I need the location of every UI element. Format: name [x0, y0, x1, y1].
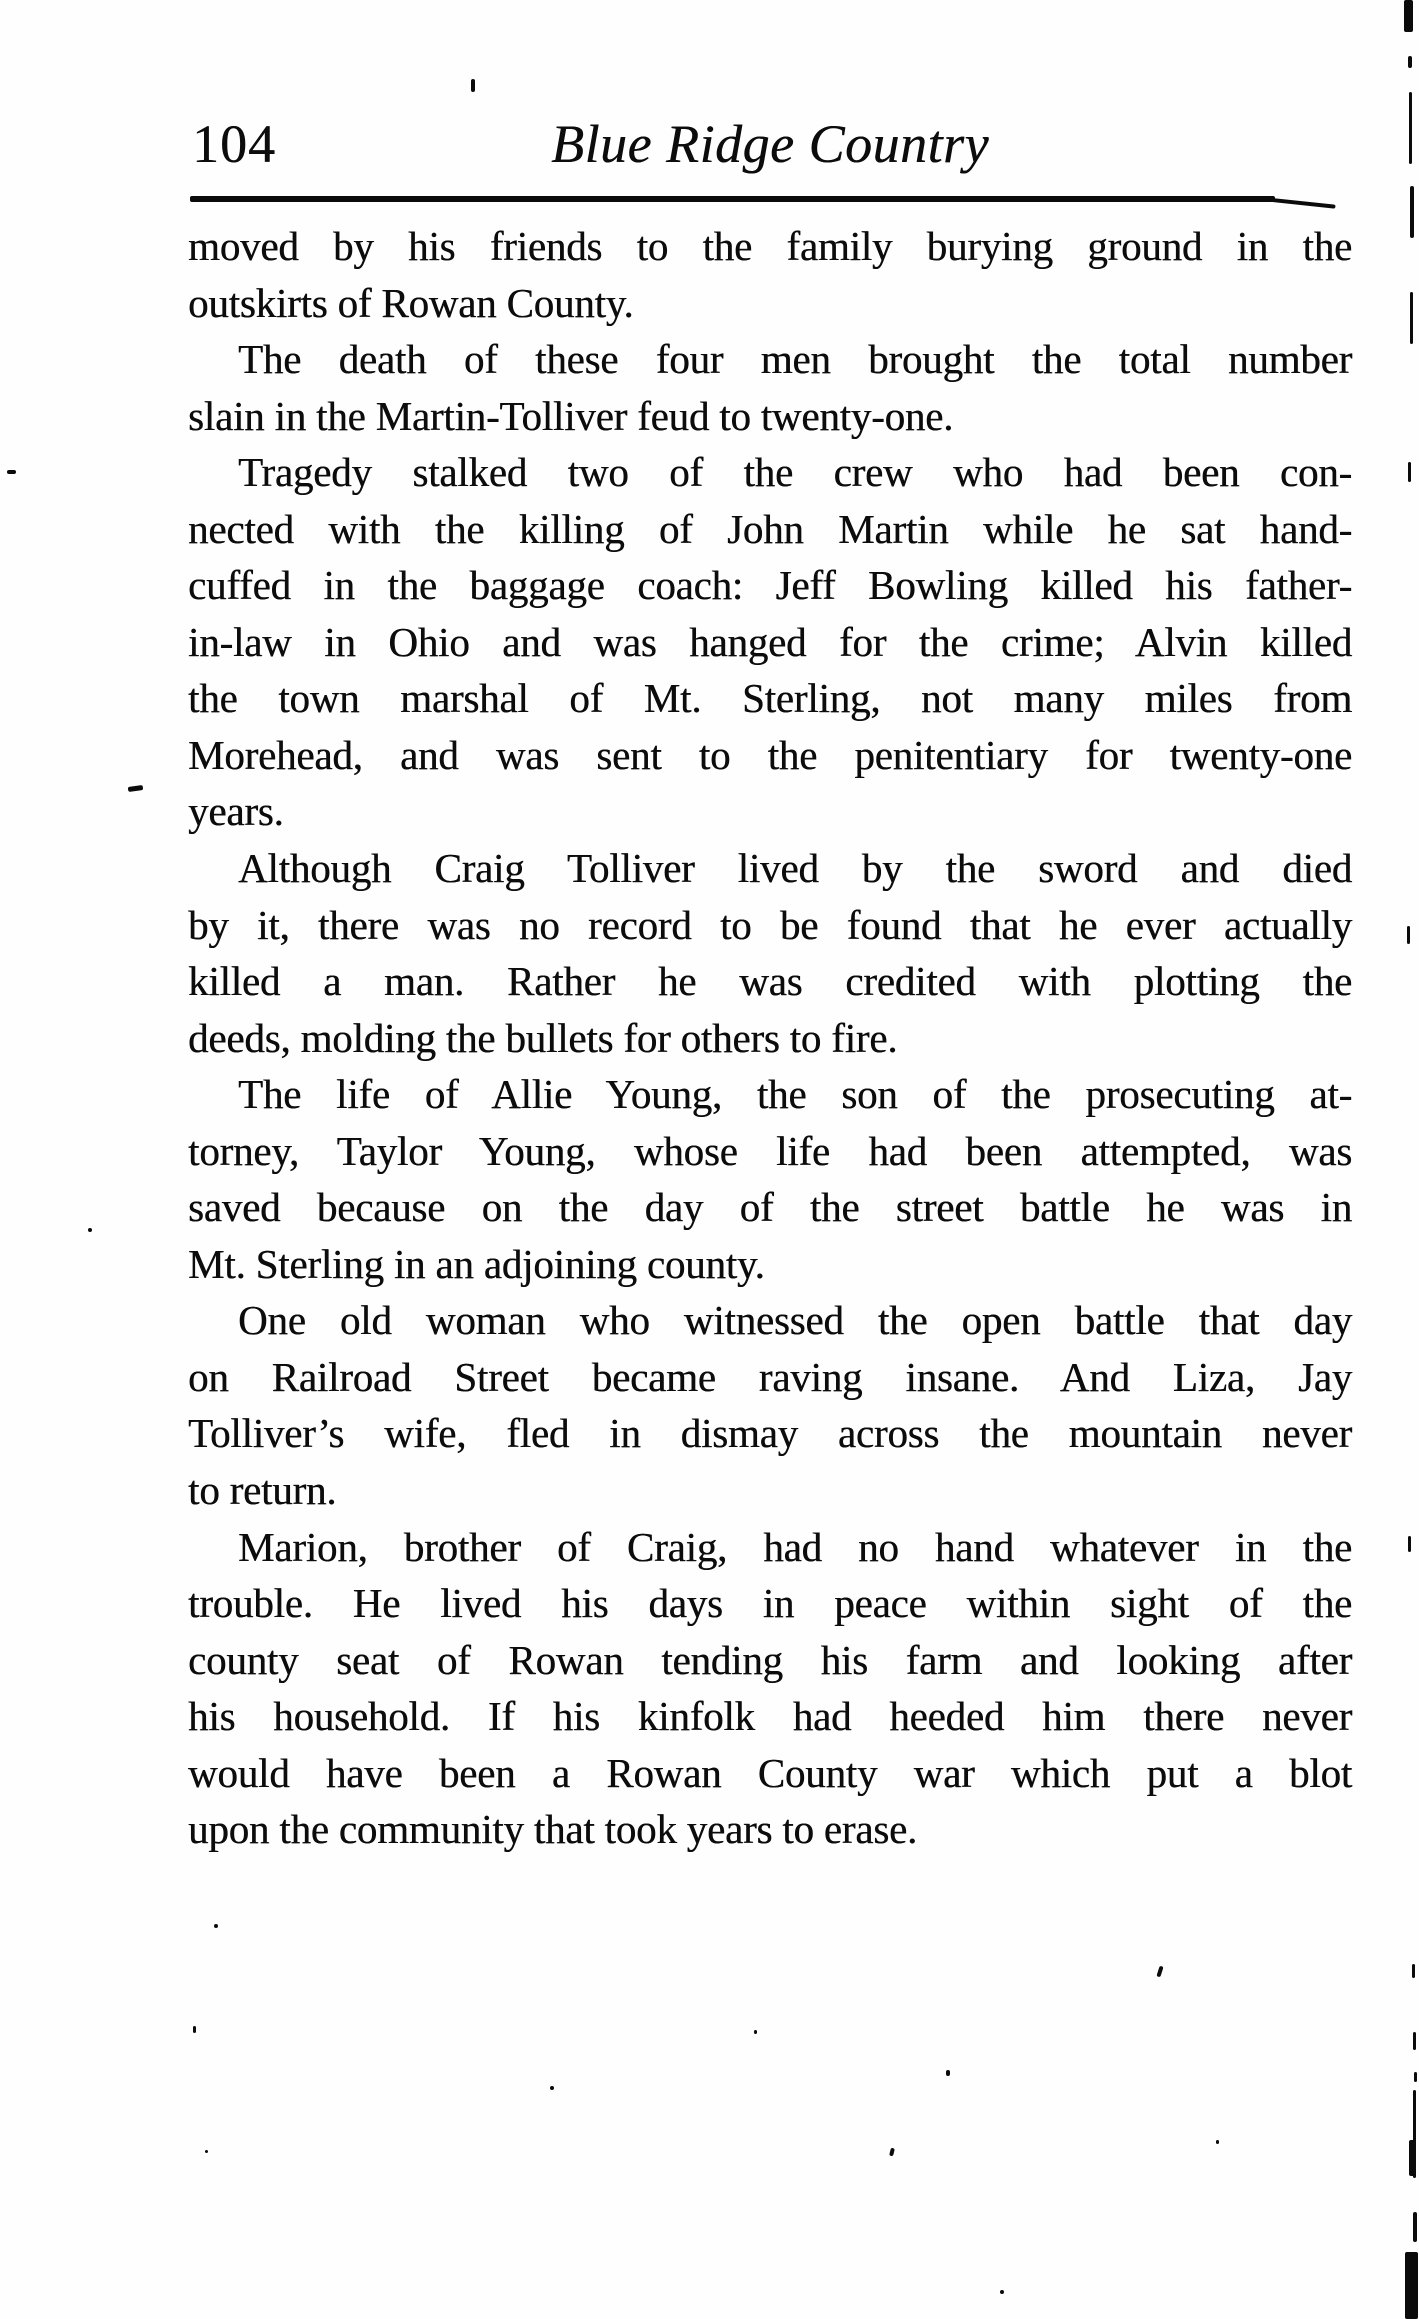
text-line: county seat of Rowan tending his farm and looking after [188, 1636, 1352, 1683]
text-line: slain in the Martin-Tolliver feud to twenty-one. [188, 392, 954, 439]
text-line: The life of Allie Young, the son of the prosecuting at- [238, 1071, 1352, 1118]
text-line: deeds, molding the bullets for others to fire. [188, 1014, 898, 1061]
text-line: the town marshal of Mt. Sterling, not many miles from [188, 675, 1352, 722]
text-line: on Railroad Street became raving insane. And Liza, Jay [188, 1353, 1352, 1400]
text-line: in-law in Ohio and was hanged for the crime; Alvin killed [188, 618, 1352, 665]
scan-artifact [889, 2148, 895, 2157]
page-number: 104 [192, 114, 276, 174]
text-line: One old woman who witnessed the open battle that day [238, 1297, 1352, 1344]
scan-artifact [1412, 1964, 1415, 1978]
text-line: trouble. He lived his days in peace within sight of the [188, 1580, 1352, 1627]
text-line: The death of these four men brought the total number [238, 336, 1352, 383]
body-text [188, 218, 1352, 1858]
header-rule-tail [1272, 198, 1336, 209]
text-line: saved because on the day of the street battle he was in [188, 1184, 1352, 1231]
text-line: Mt. Sterling in an adjoining county. [188, 1240, 765, 1287]
scan-artifact [193, 2026, 196, 2033]
text-line: nected with the killing of John Martin while he sat hand- [188, 505, 1352, 552]
text-line: his household. If his kinfolk had heeded him there never [188, 1693, 1352, 1740]
running-title: Blue Ridge Country [551, 114, 989, 174]
scan-artifact [1414, 2072, 1417, 2082]
scan-artifact [1409, 2140, 1416, 2176]
scan-artifact [754, 2030, 757, 2034]
text-line: would have been a Rowan County war which put a blot [188, 1749, 1352, 1796]
scan-artifact [1404, 0, 1413, 32]
paragraph [188, 331, 1352, 444]
scan-artifact [1407, 926, 1410, 944]
text-line: cuffed in the baggage coach: Jeff Bowling killed his father- [188, 562, 1352, 609]
scan-artifact [946, 2070, 950, 2076]
scan-artifact [214, 1924, 218, 1928]
text-line: torney, Taylor Young, whose life had been attempted, was [188, 1127, 1352, 1174]
text-line: Tragedy stalked two of the crew who had been con- [238, 449, 1352, 496]
scan-artifact [1405, 2252, 1418, 2319]
scan-artifact [1413, 2212, 1417, 2242]
scan-artifact [1410, 186, 1414, 238]
text-line: killed a man. Rather he was credited with plotting the [188, 958, 1352, 1005]
scan-artifact [1156, 1966, 1163, 1978]
text-line: Although Craig Tolliver lived by the sword and died [238, 845, 1352, 892]
scan-artifact [1216, 2140, 1219, 2144]
scan-artifact [88, 1228, 92, 1232]
scan-artifact [1410, 292, 1413, 344]
text-line: moved by his friends to the family burying ground in the [188, 223, 1352, 269]
scan-artifact [471, 79, 475, 92]
text-line: to return. [188, 1467, 337, 1514]
scan-artifact [1408, 56, 1412, 68]
text-line: outskirts of Rowan County. [188, 279, 634, 326]
scan-artifact [1408, 1536, 1411, 1552]
text-line: Tolliver’s wife, fled in dismay across the mountain never [188, 1410, 1352, 1457]
paragraph [188, 1066, 1352, 1292]
paragraph [188, 1292, 1352, 1518]
scan-artifact [128, 785, 144, 792]
paragraph [188, 840, 1352, 1066]
paragraph [188, 1519, 1352, 1858]
text-line: Morehead, and was sent to the penitentiary for twenty-one [188, 731, 1352, 778]
text-line: Marion, brother of Craig, had no hand whatever in the [238, 1523, 1352, 1570]
scan-artifact [7, 470, 16, 474]
paragraph [188, 218, 1352, 331]
text-line: by it, there was no record to be found that he ever actually [188, 901, 1352, 948]
scan-artifact [1409, 92, 1412, 164]
scan-artifact [1000, 2290, 1004, 2294]
text-line: upon the community that took years to erase. [188, 1806, 918, 1853]
text-line: years. [188, 788, 284, 835]
scan-artifact [550, 2086, 554, 2090]
scan-artifact [205, 2150, 208, 2153]
scan-artifact [1408, 462, 1411, 482]
paragraph [188, 444, 1352, 840]
header-rule [190, 196, 1275, 202]
scan-artifact [1413, 2032, 1416, 2050]
